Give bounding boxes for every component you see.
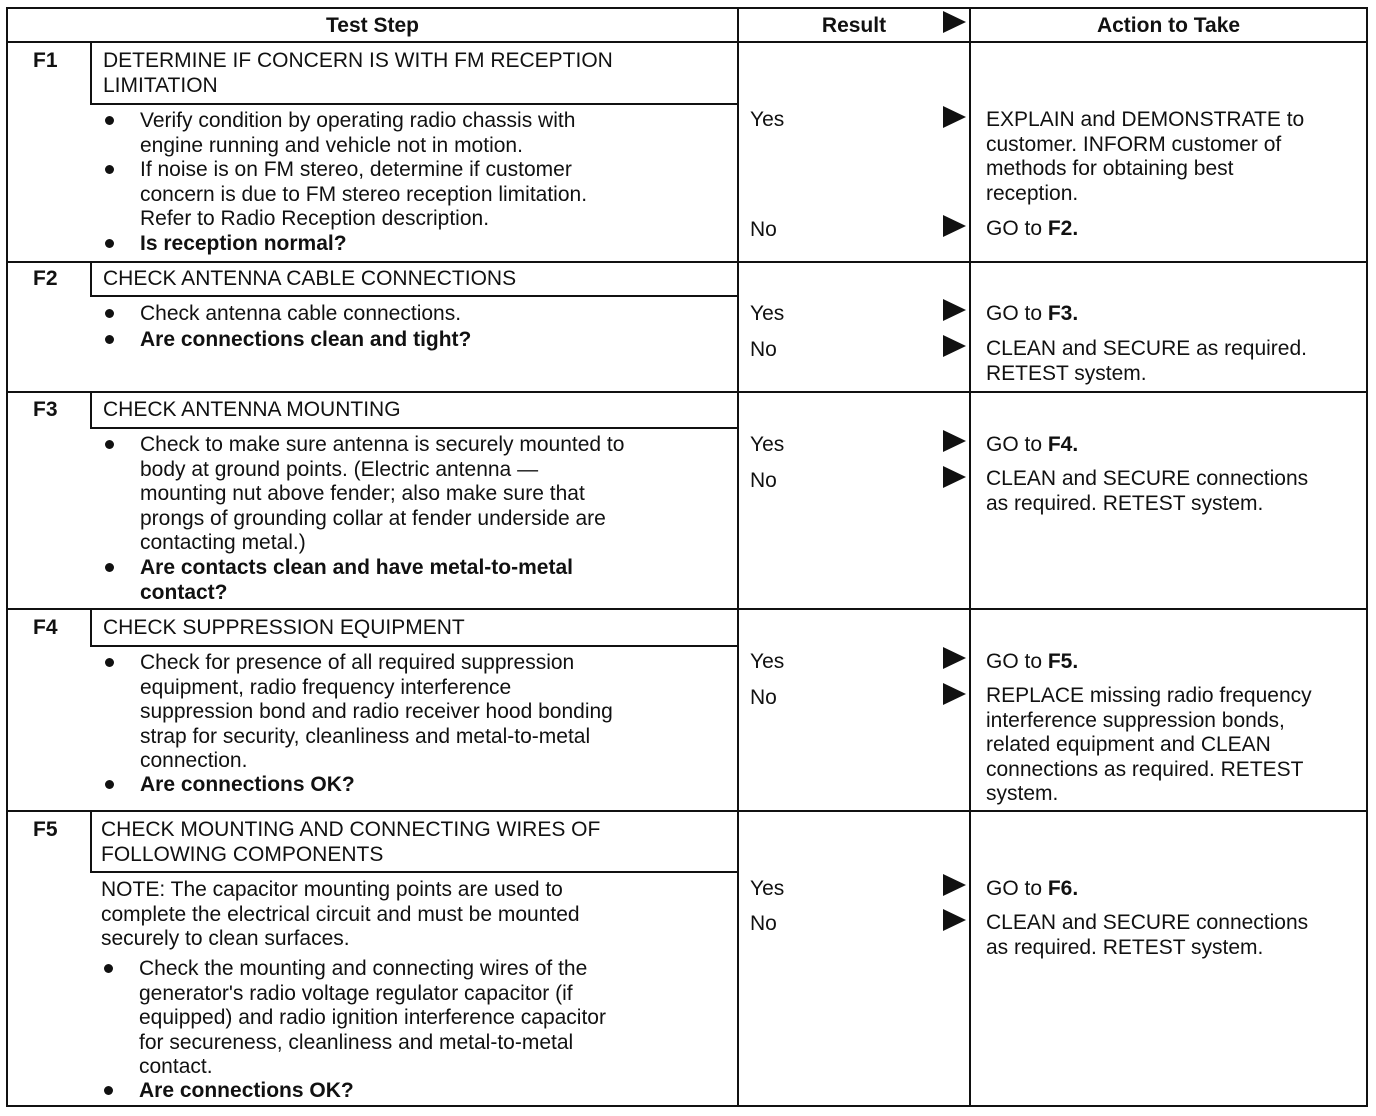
bullet-text: Check for presence of all required suppression equipment, radio frequency interference suppression bond and radio receiver hood bonding strap for security, cleanliness and metal-to-metal connection. <box>140 651 613 772</box>
header-rule <box>6 41 1368 43</box>
table-border-right <box>1366 7 1368 1107</box>
result-yes: Yes <box>750 302 785 325</box>
step-id: F2 <box>33 267 58 290</box>
bullet-icon <box>105 780 114 789</box>
step-title: DETERMINE IF CONCERN IS WITH FM RECEPTION LIMITATION <box>103 49 613 97</box>
action-no: CLEAN and SECURE connections as required. RETEST system. <box>986 467 1309 515</box>
bullet-text: Verify condition by operating radio chassis with engine running and vehicle not in motion. <box>140 109 576 157</box>
result-yes: Yes <box>750 877 785 900</box>
bullet-text: Check antenna cable connections. <box>140 302 462 325</box>
question-text: Are connections OK? <box>139 1079 354 1102</box>
step-title-rule <box>90 103 737 105</box>
step-id-rule <box>90 393 92 429</box>
note-text: NOTE: The capacitor mounting points are used to complete the electrical circuit and must be mounted securely to clean surfaces. <box>101 878 580 950</box>
step-title-rule <box>90 295 737 297</box>
bullet-text: Check to make sure antenna is securely mounted to body at ground points. (Electric antenna — mounting nut above fender; also make sure that prongs of grounding collar at fender underside are contacting metal.) <box>140 433 625 554</box>
result-arrow-icon <box>943 647 966 669</box>
question-text: Are contacts clean and have metal-to-metal contact? <box>140 556 573 604</box>
result-no: No <box>750 686 777 709</box>
action-yes: GO to F6. <box>986 877 1079 900</box>
bullet-icon <box>104 1086 113 1095</box>
action-yes: GO to F4. <box>986 433 1079 456</box>
result-no: No <box>750 469 777 492</box>
step-title-rule <box>90 427 737 429</box>
result-arrow-icon <box>943 874 966 896</box>
result-arrow-icon <box>943 909 966 931</box>
header-action: Action to Take <box>1096 14 1241 37</box>
action-yes: EXPLAIN and DEMONSTRATE to customer. INFORM customer of methods for obtaining best reception. <box>986 108 1305 205</box>
bullet-icon <box>105 335 114 344</box>
question-text: Are connections OK? <box>140 773 355 796</box>
table-border-left <box>6 7 8 1107</box>
bullet-text: If noise is on FM stereo, determine if customer concern is due to FM stereo reception limitation. Refer to Radio Reception description. <box>140 158 588 230</box>
step-title-rule <box>90 871 737 873</box>
table-border-top <box>6 7 1368 9</box>
bullet-icon <box>105 440 114 449</box>
step-title: CHECK SUPPRESSION EQUIPMENT <box>103 616 465 639</box>
result-arrow-icon <box>943 683 966 705</box>
action-no: GO to F2. <box>986 217 1079 240</box>
result-yes: Yes <box>750 433 785 456</box>
header-result: Result <box>821 14 887 37</box>
bullet-icon <box>105 658 114 667</box>
step-title-rule <box>90 645 737 647</box>
result-yes: Yes <box>750 108 785 131</box>
step-title: CHECK ANTENNA CABLE CONNECTIONS <box>103 267 517 290</box>
result-arrow-icon <box>943 299 966 321</box>
column-rule-result <box>737 7 739 1107</box>
result-no: No <box>750 912 777 935</box>
diagnostic-table <box>6 7 1368 1107</box>
bullet-icon <box>104 964 113 973</box>
action-yes: GO to F3. <box>986 302 1079 325</box>
result-arrow-icon <box>943 106 966 128</box>
action-no: CLEAN and SECURE connections as required. RETEST system. <box>986 911 1309 959</box>
header-test-step: Test Step <box>326 14 419 37</box>
result-arrow-icon <box>943 335 966 357</box>
step-id-rule <box>90 43 92 105</box>
result-yes: Yes <box>750 650 785 673</box>
bullet-icon <box>105 165 114 174</box>
step-id: F5 <box>33 818 58 841</box>
action-no: REPLACE missing radio frequency interference suppression bonds, related equipment and CLEAN connections as required. RETEST system. <box>986 684 1312 805</box>
result-arrow-icon <box>943 430 966 452</box>
result-arrow-icon <box>943 466 966 488</box>
step-title: CHECK MOUNTING AND CONNECTING WIRES OF FOLLOWING COMPONENTS <box>101 818 601 866</box>
action-no: CLEAN and SECURE as required. RETEST system. <box>986 337 1307 385</box>
table-border-bottom <box>6 1105 1368 1107</box>
bullet-text: Check the mounting and connecting wires of the generator's radio voltage regulator capacitor (if equipped) and radio ignition interference capacitor for secureness, cleanliness and metal-to-metal contact. <box>139 957 606 1078</box>
step-id: F3 <box>33 398 58 421</box>
step-id: F4 <box>33 616 58 639</box>
row-rule <box>6 391 1368 393</box>
result-no: No <box>750 218 777 241</box>
question-text: Are connections clean and tight? <box>140 328 472 351</box>
bullet-icon <box>105 309 114 318</box>
header-arrow-icon <box>943 11 966 33</box>
step-id-rule <box>90 610 92 647</box>
action-yes: GO to F5. <box>986 650 1079 673</box>
step-id-rule <box>90 263 92 297</box>
result-no: No <box>750 338 777 361</box>
bullet-icon <box>105 563 114 572</box>
step-id: F1 <box>33 49 58 72</box>
step-id-rule <box>90 812 92 873</box>
row-rule <box>6 608 1368 610</box>
row-rule <box>6 261 1368 263</box>
step-title: CHECK ANTENNA MOUNTING <box>103 398 401 421</box>
column-rule-action <box>969 7 971 1107</box>
result-arrow-icon <box>943 215 966 237</box>
bullet-icon <box>105 116 114 125</box>
row-rule <box>6 810 1368 812</box>
question-text: Is reception normal? <box>140 232 347 255</box>
bullet-icon <box>105 239 114 248</box>
